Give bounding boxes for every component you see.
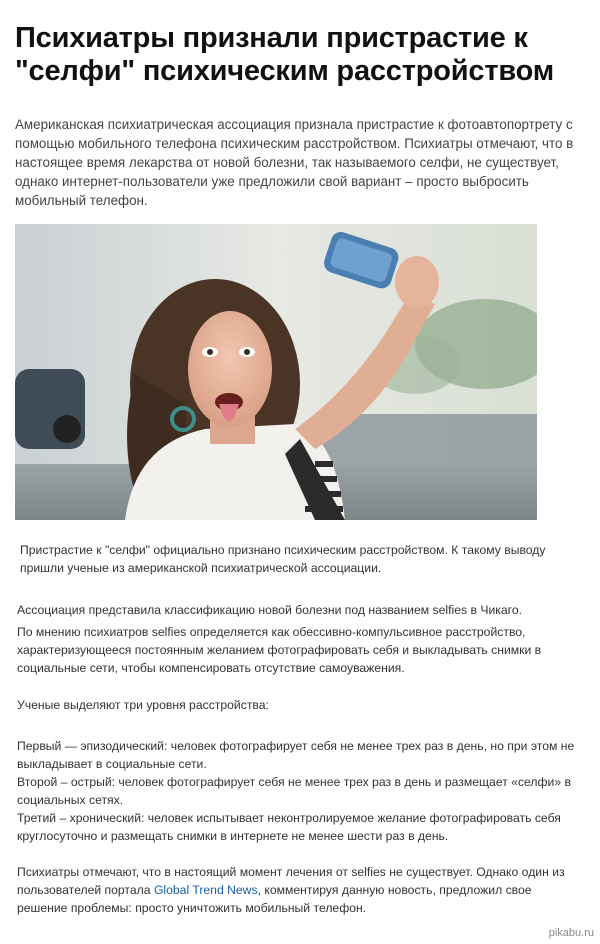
paragraph-levels-intro: Ученые выделяют три уровня расстройства: (17, 698, 269, 712)
level-item-first: Первый — эпизодический: человек фотографирует себя не менее трех раз в день, но при этом не выкладывает в социальные сети. (17, 739, 575, 771)
paragraph-definition: По мнению психиатров selfies определяется как обессивно-компульсивное расстройство, характеризующееся постоянным желанием фотографировать себя и выкладывать снимки в социальные сети, чтобы компенсировать отсутствие самоуважения. (17, 625, 542, 675)
global-trend-news-link[interactable]: Global Trend News (153, 883, 258, 897)
paragraph-conclusion (17, 863, 577, 917)
watermark: pikabu.ru (548, 927, 594, 939)
level-item-second: Второй – острый: человек фотографирует себя не менее трех раз в день и размещает «селфи» в социальных сетях. (17, 775, 572, 807)
levels-list (17, 737, 577, 845)
selfie-photo (15, 224, 537, 520)
article-title: Психиатры признали пристрастие к "селфи" психическим расстройством (15, 22, 554, 87)
article-lead: Американская психиатрическая ассоциация признала пристрастие к фотоавтопортрету с помощью мобильного телефона психическим расстройством. Психиатры отмечают, что в настоящее время лекарства от новой болезни, так называемого селфи, не существует, однако интернет-пользователи уже предложили свой вариант – просто выбросить мобильный телефон. (15, 117, 574, 208)
photo-caption: Пристрастие к "селфи" официально признано психическим расстройством. К такому выводу пришли ученые из американской психиатрической ассоциации. (20, 543, 546, 575)
level-item-third: Третий – хронический: человек испытывает неконтролируемое желание фотографировать себя круглосуточно и размещать снимки в интернете не менее шести раз в день. (17, 811, 561, 843)
conclusion-text-start: Психиатры отмечают, что в настоящий момент лечения от selfies не существует. Однако один из пользователей портала (17, 865, 565, 897)
paragraph-chicago: Ассоциация представила классификацию новой болезни под названием selfies в Чикаго. (17, 603, 522, 617)
conclusion-text-end: , комментируя данную новость, предложил свое решение проблемы: просто уничтожить мобильный телефон. (17, 883, 532, 915)
